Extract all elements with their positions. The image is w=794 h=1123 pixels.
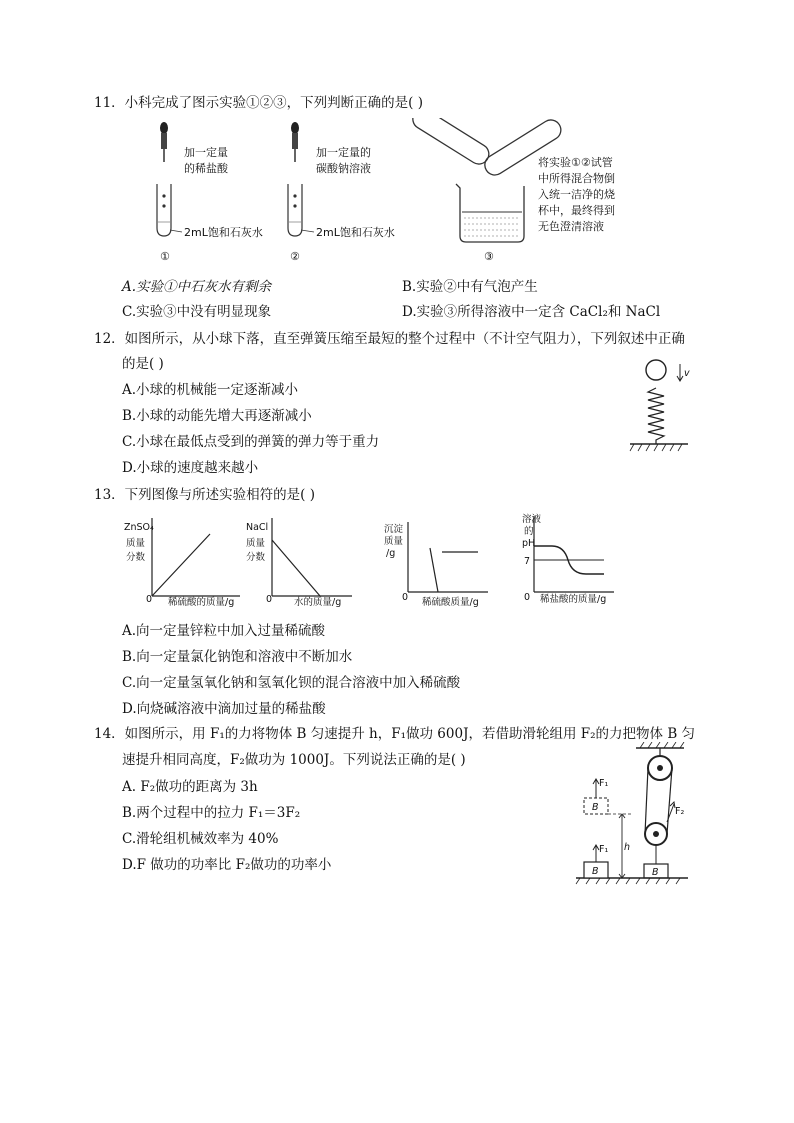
- pulley-figure: [574, 742, 694, 886]
- tube2-label-1: 加一定量的: [316, 146, 371, 159]
- graph-b-ylabel-3: 分数: [246, 552, 266, 563]
- dropper-1: [160, 122, 168, 162]
- q14-option-d[interactable]: D.F 做功的功率比 F₂做功的功率小: [122, 857, 332, 873]
- graph-b-ylabel-1: NaCl: [246, 522, 269, 533]
- graph-d-ylabel-2: 的: [524, 526, 534, 537]
- q12-option-a[interactable]: A.小球的机械能一定逐渐减小: [122, 382, 299, 398]
- q14-stem-line2: 速提升相同高度，F₂做功为 1000J。下列说法正确的是( ): [122, 752, 466, 768]
- graph-a-ylabel-2: 质量: [126, 538, 146, 549]
- step3-text-5: 无色澄清溶液: [538, 220, 604, 233]
- q14-stem-line1: 14．如图所示，用 F₁的力将物体 B 匀速提升 h，F₁做功 600J，若借助滑轮组用 F₂的力把物体 B 匀: [94, 726, 696, 742]
- graph-d-ylabel-3: pH: [522, 538, 536, 549]
- tube2-bottom-label: 2mL饱和石灰水: [316, 226, 395, 239]
- f2-label-pulley: F₂: [675, 806, 685, 817]
- block-b-pulley-label: B: [652, 867, 659, 878]
- tube2-label-2: 碳酸钠溶液: [316, 162, 371, 175]
- height-label: h: [624, 842, 631, 853]
- q13-option-c[interactable]: C.向一定量氢氧化钠和氢氧化钡的混合溶液中加入稀硫酸: [122, 675, 461, 691]
- graph-a: [124, 518, 240, 608]
- tube1-bottom-label: 2mL饱和石灰水: [184, 226, 263, 239]
- graph-d: [522, 513, 614, 605]
- graph-c-origin: 0: [402, 592, 409, 603]
- graph-c-ylabel-3: /g: [386, 548, 396, 559]
- graph-b-ylabel-2: 质量: [246, 538, 266, 549]
- graph-c-xlabel: 稀硫酸质量/g: [422, 597, 479, 608]
- step-3-number: ③: [484, 250, 494, 263]
- q13-option-d[interactable]: D.向烧碱溶液中滴加过量的稀盐酸: [122, 701, 326, 717]
- q11-figure: [150, 118, 660, 264]
- beaker: [456, 184, 524, 242]
- q13-option-b[interactable]: B.向一定量氯化钠饱和溶液中不断加水: [122, 649, 353, 665]
- f1-label-raised: F₁: [599, 778, 609, 789]
- q11-stem: 11．小科完成了图示实验①②③，下列判断正确的是( ): [94, 95, 424, 111]
- step3-text-2: 中所得混合物倒: [538, 172, 615, 185]
- graph-b-xlabel: 水的质量/g: [294, 597, 342, 608]
- ball-spring-figure: [628, 354, 694, 454]
- graph-d-xlabel: 稀盐酸的质量/g: [540, 594, 607, 605]
- q13-graphs: [120, 512, 620, 612]
- step3-text-1: 将实验①②试管: [538, 156, 613, 169]
- tube1-label-2: 的稀盐酸: [184, 162, 228, 175]
- ball: [646, 360, 666, 380]
- step-2-number: ②: [290, 250, 300, 263]
- graph-c-line-1: [430, 548, 438, 592]
- graph-a-ylabel-3: 分数: [126, 552, 146, 563]
- graph-d-ylabel-1: 溶液: [522, 514, 542, 525]
- q14-option-b[interactable]: B.两个过程中的拉力 F₁＝3F₂: [122, 805, 301, 821]
- graph-c: [384, 522, 488, 608]
- q12-option-c[interactable]: C.小球在最低点受到的弹簧的弹力等于重力: [122, 434, 380, 450]
- q11-option-d[interactable]: D.实验③所得溶液中一定含 CaCl₂和 NaCl: [402, 304, 661, 320]
- step-1-number: ①: [160, 250, 170, 263]
- q12-option-b[interactable]: B.小球的动能先增大再逐渐减小: [122, 408, 312, 424]
- test-tube-1: [157, 184, 171, 236]
- q13-stem: 13．下列图像与所述实验相符的是( ): [94, 487, 316, 503]
- q14-option-a[interactable]: A. F₂做功的距离为 3h: [122, 779, 258, 795]
- graph-c-ylabel-1: 沉淀: [384, 524, 404, 535]
- q11-option-b[interactable]: B.实验②中有气泡产生: [402, 279, 538, 295]
- spring: [648, 388, 664, 444]
- q12-stem-line2: 的是( ): [122, 356, 164, 372]
- graph-b-origin: 0: [266, 594, 273, 605]
- graph-b-line: [272, 540, 320, 596]
- q12-option-d[interactable]: D.小球的速度越来越小: [122, 460, 259, 476]
- block-b-raised-label: B: [592, 802, 599, 813]
- q11-option-c[interactable]: C.实验③中没有明显现象: [122, 304, 272, 320]
- velocity-label: v: [684, 368, 690, 379]
- graph-a-origin: 0: [146, 594, 153, 605]
- dropper-2: [291, 122, 299, 162]
- step3-text-4: 杯中，最终得到: [538, 204, 615, 217]
- step3-text-3: 入统一洁净的烧: [538, 188, 615, 201]
- graph-a-ylabel-1: ZnSO₄: [124, 522, 154, 533]
- tube1-label-1: 加一定量: [184, 146, 228, 159]
- q13-option-a[interactable]: A.向一定量锌粒中加入过量稀硫酸: [122, 623, 326, 639]
- q14-option-c[interactable]: C.滑轮组机械效率为 40%: [122, 831, 279, 847]
- graph-a-xlabel: 稀硫酸的质量/g: [168, 597, 235, 608]
- test-tube-2: [288, 184, 302, 236]
- graph-b: [246, 518, 352, 608]
- f1-label-ground: F₁: [599, 844, 609, 855]
- graph-c-ylabel-2: 质量: [384, 536, 404, 547]
- graph-a-line: [152, 534, 210, 596]
- pouring-tubes: [409, 118, 565, 179]
- block-b-ground-label: B: [592, 866, 599, 877]
- q12-stem-line1: 12．如图所示，从小球下落，直至弹簧压缩至最短的整个过程中（不计空气阻力），下列叙述中正确: [94, 331, 685, 347]
- graph-d-origin: 0: [524, 592, 531, 603]
- q11-option-a[interactable]: A.实验①中石灰水有剩余: [122, 279, 272, 295]
- graph-d-ylabel-4: 7: [524, 556, 531, 567]
